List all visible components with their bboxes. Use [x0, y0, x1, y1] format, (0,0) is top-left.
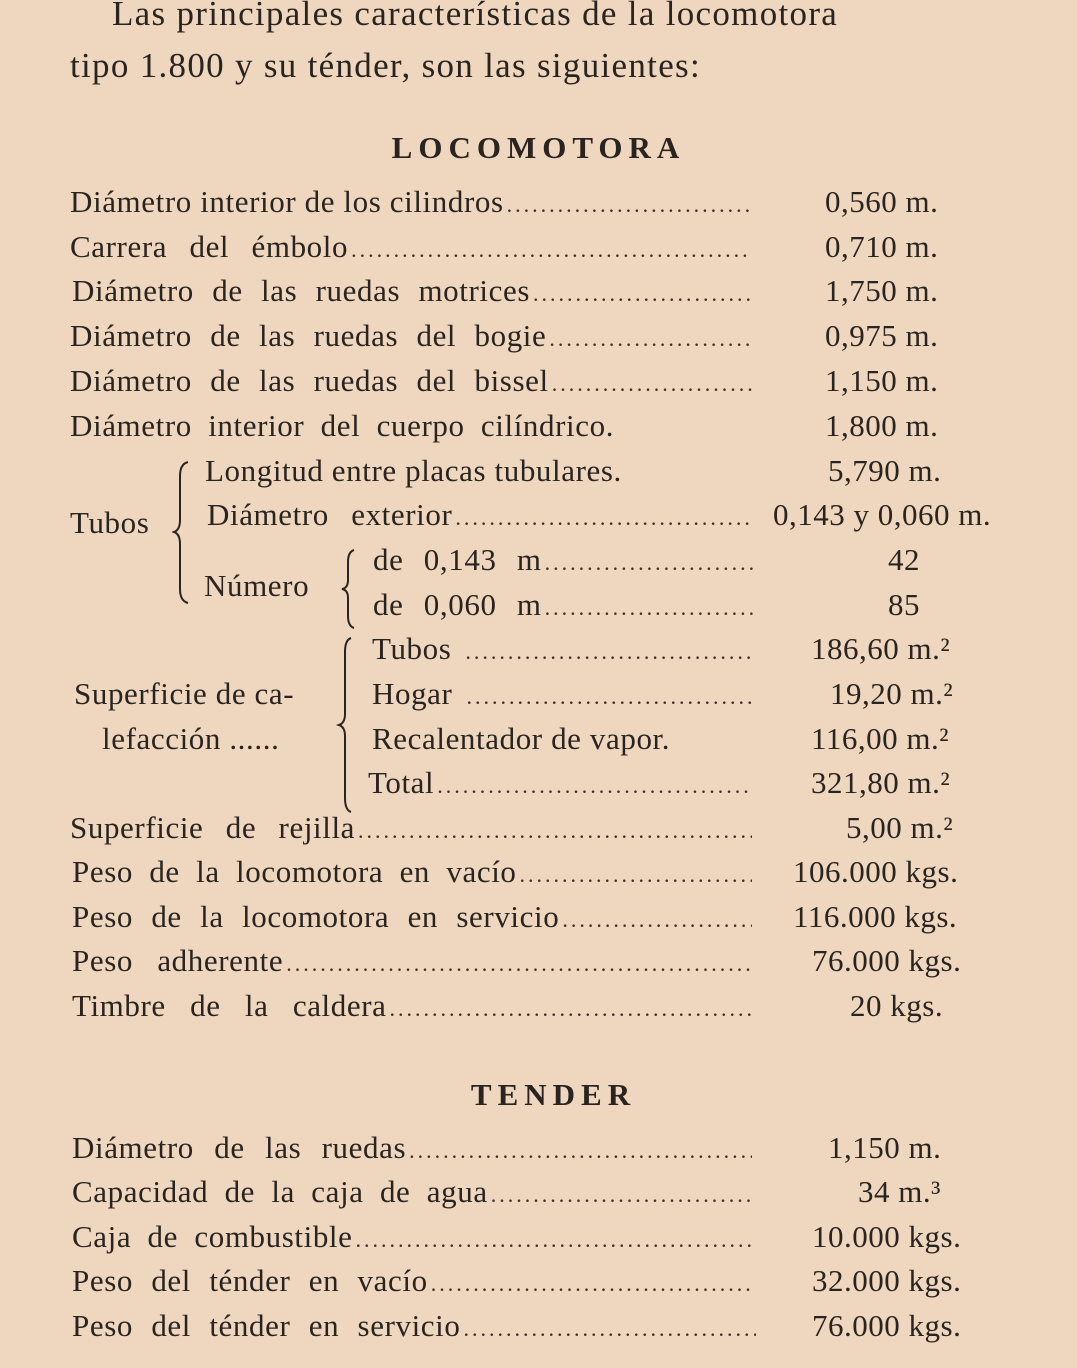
superficie-brace	[335, 636, 355, 814]
spec-value: 321,80 m.²	[811, 765, 951, 800]
spec-value: 5,00 m.²	[846, 810, 954, 845]
spec-label: Diámetro de las ruedas del bissel .....	[70, 363, 752, 399]
spec-label: Peso de la locomotora en vacío .....	[72, 854, 752, 890]
spec-value: 0,710 m.	[825, 229, 939, 264]
spec-label: Capacidad de la caja de agua .....	[72, 1174, 752, 1210]
spec-label: de 0,060 m .....	[373, 587, 753, 623]
spec-value: 116,00 m.²	[811, 721, 950, 756]
spec-label: Caja de combustible .....	[72, 1219, 756, 1255]
spec-label: Diámetro de las ruedas del bogie .....	[70, 318, 752, 354]
spec-label: Longitud entre placas tubulares.	[205, 453, 622, 488]
intro-paragraph	[70, 0, 1040, 92]
spec-label: Peso de la locomotora en servicio .....	[72, 899, 752, 935]
spec-value: 0,143 y 0,060 m.	[773, 497, 992, 532]
spec-value: 5,790 m.	[828, 453, 942, 488]
spec-value: 34 m.³	[858, 1174, 941, 1209]
tubos-group-label: Tubos	[70, 505, 150, 540]
spec-value: 32.000 kgs.	[812, 1263, 962, 1298]
heading-tender: TENDER	[470, 1077, 637, 1112]
spec-label: Timbre de la caldera .....	[72, 988, 752, 1024]
tubos-brace	[172, 460, 192, 605]
spec-value: 0,560 m.	[825, 184, 939, 219]
spec-label: Total .....	[368, 765, 752, 801]
spec-value: 0,975 m.	[825, 318, 939, 353]
superficie-group-label-2: lefacción ......	[102, 721, 280, 756]
spec-label: Recalentador de vapor.	[372, 721, 671, 756]
spec-value: 116.000 kgs.	[793, 899, 958, 934]
intro-line-1: Las principales características de la locomotora	[112, 0, 839, 33]
intro-line-2: tipo 1.800 y su ténder, son las siguientes:	[70, 46, 701, 85]
spec-value: 20 kgs.	[850, 988, 944, 1023]
spec-value: 1,750 m.	[825, 273, 939, 308]
numero-brace	[340, 548, 360, 630]
spec-value: 1,150 m.	[828, 1130, 942, 1165]
spec-label: Superficie de rejilla .....	[70, 810, 752, 846]
spec-value: 85	[888, 587, 920, 622]
superficie-group-label-1: Superficie de ca-	[74, 676, 295, 711]
spec-label: Peso adherente .....	[72, 943, 752, 979]
spec-value: 106.000 kgs.	[793, 854, 959, 889]
spec-label: Peso del ténder en vacío .....	[72, 1263, 752, 1299]
spec-value: 1,150 m.	[825, 363, 939, 398]
spec-label: de 0,143 m .....	[373, 542, 753, 578]
spec-label: Hogar .....	[372, 676, 752, 712]
spec-label: Diámetro exterior .....	[207, 497, 752, 533]
spec-value: 19,20 m.²	[830, 676, 954, 711]
numero-group-label: Número	[204, 568, 310, 603]
spec-label: Tubos .....	[372, 631, 752, 667]
spec-value: 76.000 kgs.	[812, 943, 962, 978]
spec-value: 186,60 m.²	[811, 631, 951, 666]
spec-label: Diámetro interior del cuerpo cilíndrico.	[70, 408, 615, 443]
spec-label: Carrera del émbolo .....	[70, 229, 752, 265]
spec-label: Peso del ténder en servicio .....	[72, 1308, 756, 1344]
spec-label: Diámetro de las ruedas .....	[72, 1130, 752, 1166]
spec-label: Diámetro interior de los cilindros .....	[70, 184, 752, 220]
spec-value: 76.000 kgs.	[812, 1308, 962, 1343]
spec-value: 1,800 m.	[825, 408, 939, 443]
spec-value: 42	[888, 542, 920, 577]
spec-value: 10.000 kgs.	[812, 1219, 962, 1254]
heading-locomotora: LOCOMOTORA	[391, 130, 686, 165]
spec-label: Diámetro de las ruedas motrices .....	[72, 273, 752, 309]
